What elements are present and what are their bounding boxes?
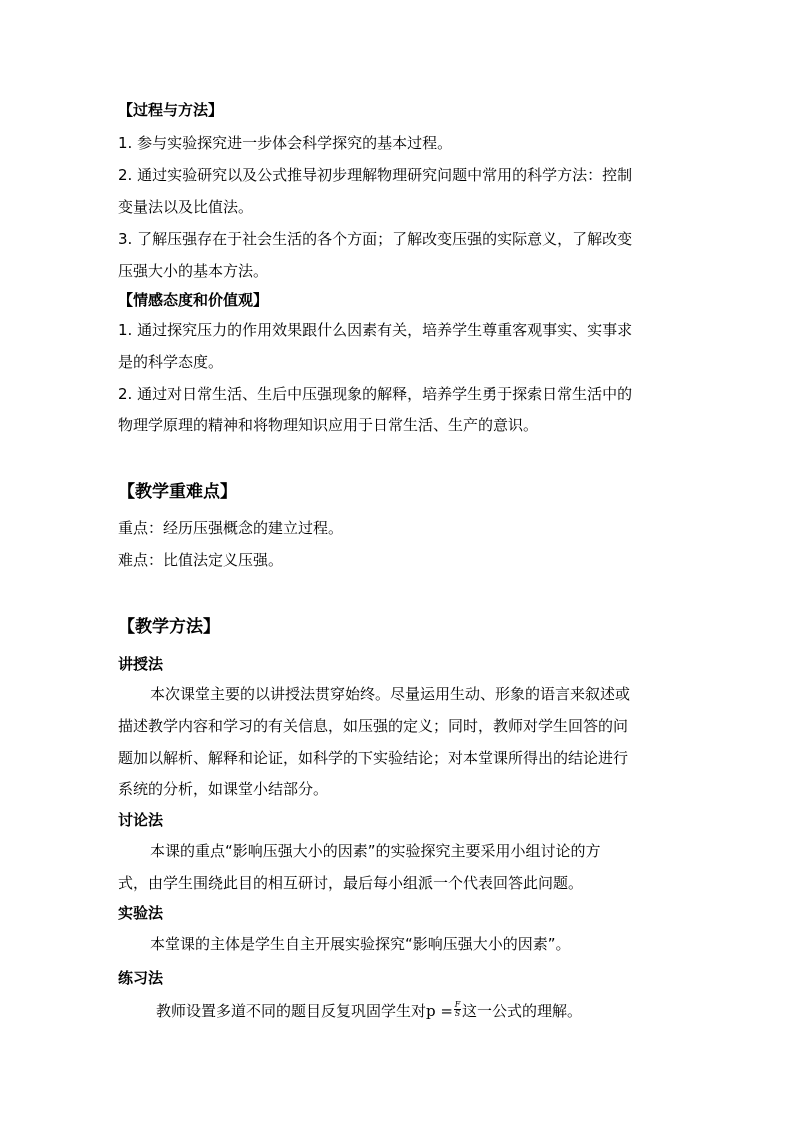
practice-text-after: 这一公式的理解。	[461, 1002, 582, 1020]
paragraph-line: 1. 参与实验探究进一步体会科学探究的基本过程。	[118, 134, 453, 152]
paragraph-line: 题加以解析、解释和论证，如科学的下实验结论；对本堂课所得出的结论进行	[118, 749, 629, 767]
method-title-lecture: 讲授法	[118, 655, 164, 673]
formula-fraction	[454, 1001, 461, 1018]
paragraph-line: 物理学原理的精神和将物理知识应用于日常生活、生产的意识。	[118, 416, 539, 434]
paragraph-line: 压强大小的基本方法。	[118, 262, 269, 280]
paragraph-line: 3. 了解压强存在于社会生活的各个方面；了解改变压强的实际意义，了解改变	[118, 230, 633, 248]
paragraph-line: 系统的分析，如课堂小结部分。	[118, 780, 329, 798]
method-title-experiment: 实验法	[118, 904, 164, 922]
paragraph-line: 变量法以及比值法。	[118, 198, 254, 216]
paragraph-line: 式，由学生围绕此目的相互研讨，最后每小组派一个代表回答此问题。	[118, 874, 584, 892]
paragraph-line: 本课的重点“影响压强大小的因素”的实验探究主要采用小组讨论的方	[150, 842, 601, 860]
paragraph-line: 本堂课的主体是学生自主开展实验探究“影响压强大小的因素”。	[150, 935, 571, 953]
paragraph-line: 2. 通过实验研究以及公式推导初步理解物理研究问题中常用的科学方法：控制	[118, 166, 633, 184]
practice-text-before: 教师设置多道不同的题目反复巩固学生对	[156, 1002, 427, 1020]
paragraph-line: 本次课堂主要的以讲授法贯穿始终。尽量运用生动、形象的语言来叙述或	[150, 685, 631, 703]
paragraph-line: 1. 通过探究压力的作用效果跟什么因素有关，培养学生尊重客观事实、实事求	[118, 321, 633, 339]
paragraph-line: 是的科学态度。	[118, 353, 224, 371]
method-title-discussion: 讨论法	[118, 811, 164, 829]
paragraph-line: 描述教学内容和学习的有关信息，如压强的定义；同时，教师对学生回答的问	[118, 717, 629, 735]
paragraph-line: 2. 通过对日常生活、生后中压强现象的解释，培养学生勇于探索日常生活中的	[118, 385, 633, 403]
formula-denominator: S	[454, 1009, 461, 1018]
formula-numerator: F	[454, 1000, 461, 1009]
heading-process-method: 【过程与方法】	[118, 101, 224, 119]
difficult-point-line: 难点：比值法定义压强。	[118, 551, 284, 569]
heading-key-points: 【教学重难点】	[118, 482, 237, 502]
method-title-practice: 练习法	[118, 969, 164, 987]
key-point-line: 重点：经历压强概念的建立过程。	[118, 519, 344, 537]
formula-lhs: p =	[426, 1002, 453, 1020]
practice-line	[156, 1001, 582, 1021]
heading-methods: 【教学方法】	[118, 617, 220, 637]
heading-emotion-values: 【情感态度和价值观】	[118, 291, 269, 309]
